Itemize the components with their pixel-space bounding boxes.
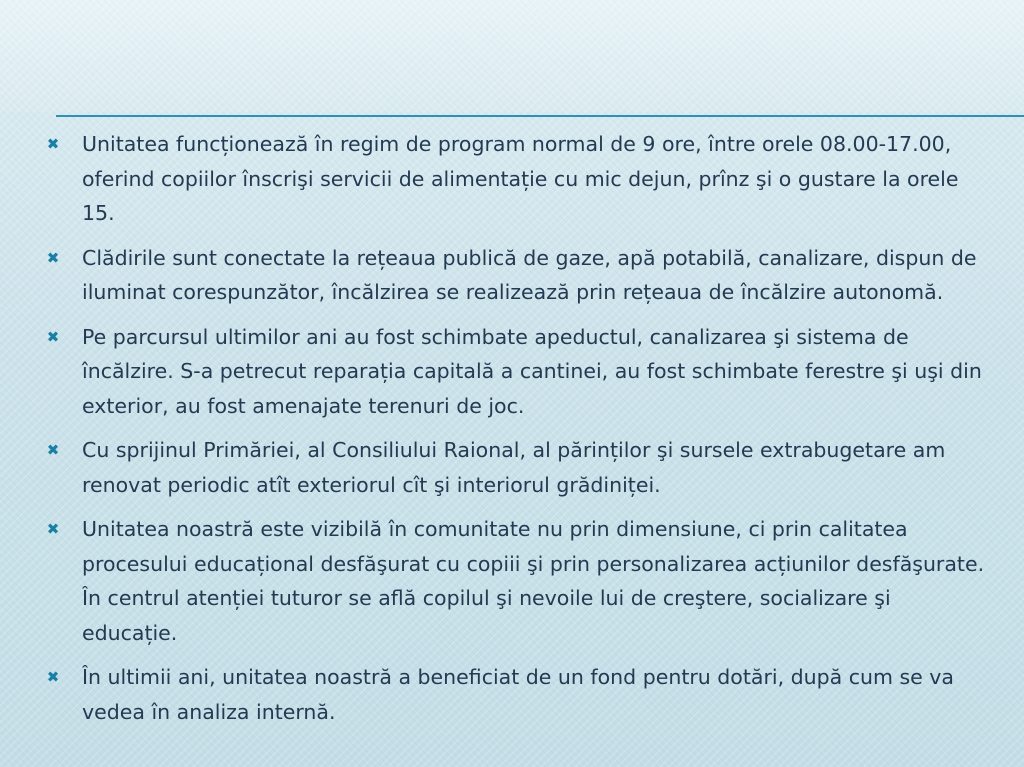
slide-title-area bbox=[0, 0, 1024, 112]
bullet-item bbox=[46, 660, 986, 729]
bullet-item bbox=[46, 433, 986, 502]
bullet-text: Cu sprijinul Primăriei, al Consiliului Raional, al părinților şi sursele extrabugetare am renovat periodic atît exteriorul cît şi interiorul grădiniței. bbox=[82, 438, 946, 497]
bullet-text: Unitatea funcționează în regim de program normal de 9 ore, între orele 08.00-17.00, oferind copiilor înscrişi servicii de alimentație cu mic dejun, prînz şi o gustare la orele 15. bbox=[82, 132, 959, 225]
bullet-text: Clădirile sunt conectate la rețeaua publică de gaze, apă potabilă, canalizare, dispun de iluminat corespunzător, încălzirea se realizează prin rețeaua de încălzire autonomă. bbox=[82, 245, 977, 304]
cross-bullet-icon: ✖ bbox=[46, 520, 60, 538]
title-divider-line bbox=[56, 115, 1024, 117]
bullet-text: În ultimii ani, unitatea noastră a beneficiat de un fond pentru dotări, după cum se va vedea în analiza internă. bbox=[82, 665, 954, 724]
bullet-item bbox=[46, 512, 986, 650]
bullet-text: Pe parcursul ultimilor ani au fost schimbate apeductul, canalizarea şi sistema de încălzire. S-a petrecut reparația capitală a cantinei, au fost schimbate ferestre şi uşi din exterior, au fost amenajate terenuri de joc. bbox=[82, 324, 982, 418]
cross-bullet-icon: ✖ bbox=[46, 327, 60, 346]
bullet-item bbox=[46, 320, 986, 424]
cross-bullet-icon: ✖ bbox=[46, 135, 60, 153]
cross-bullet-icon: ✖ bbox=[46, 441, 60, 459]
bullet-item bbox=[46, 127, 986, 231]
cross-bullet-icon: ✖ bbox=[46, 668, 60, 686]
cross-bullet-icon: ✖ bbox=[46, 248, 60, 267]
bullet-item bbox=[46, 241, 986, 310]
bullet-list bbox=[46, 127, 986, 739]
bullet-text: Unitatea noastră este vizibilă în comunitate nu prin dimensiune, ci prin calitatea procesului educațional desfăşurat cu copiii şi prin personalizarea acțiunilor desfăşurate. În centrul atenției tuturor se află copilul şi nevoile lui de creştere, socializare şi educație. bbox=[82, 517, 985, 645]
